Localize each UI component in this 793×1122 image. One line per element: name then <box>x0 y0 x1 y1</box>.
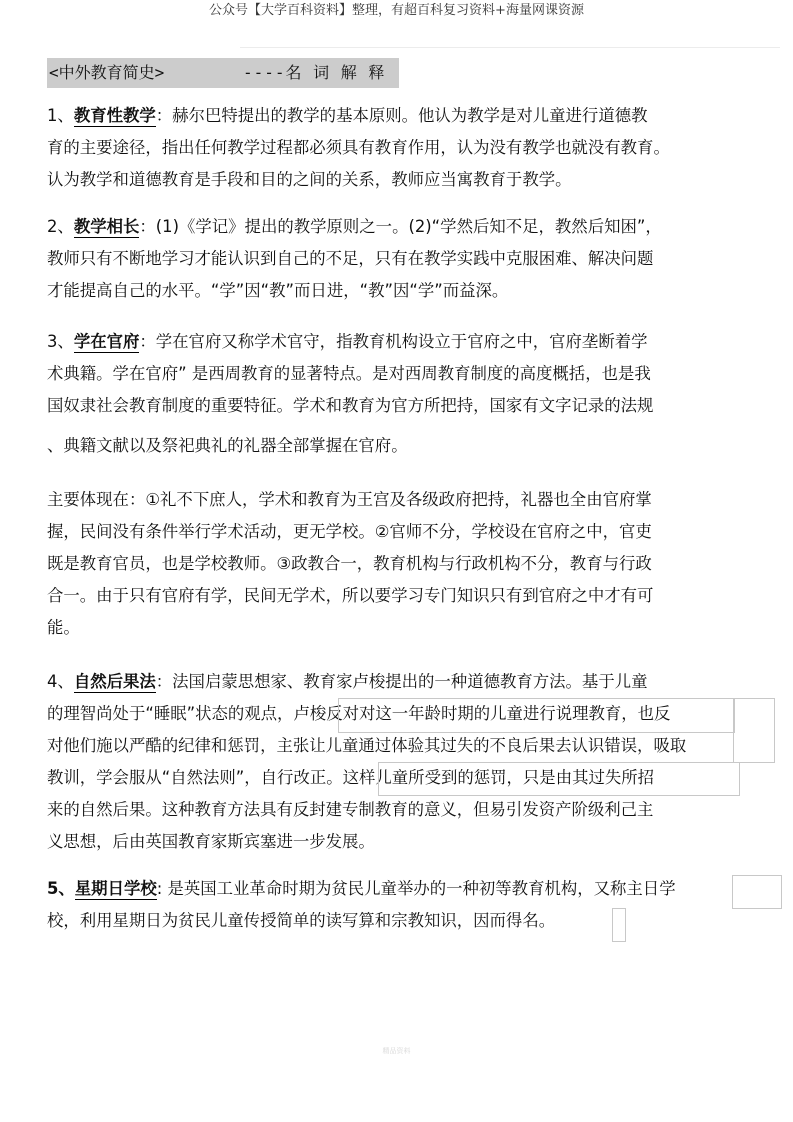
entry-4-line-1 <box>47 666 787 698</box>
entry-4-line-5: 来的自然后果。这种教育方法具有反封建专制教育的意义，但易引发资产阶级利己主 <box>47 800 654 819</box>
entry-3-line-2: 术典籍。学在官府” 是西周教育的显著特点。是对西周教育制度的高度概括，也是我 <box>47 364 651 383</box>
entry-3-detail-line-3: 既是教育官员，也是学校教师。③政教合一，教育机构与行政机构不分，教育与行政 <box>47 554 652 573</box>
entry-2-term: 教学相长 <box>73 217 140 236</box>
page-footer: 精品资料 <box>382 1047 411 1055</box>
entry-3-text: ：学在官府又称学术官守，指教育机构设立于官府之中，官府垄断着学 <box>139 332 648 351</box>
entry-3-number: 3、 <box>47 332 74 351</box>
entry-1 <box>47 100 787 196</box>
entry-5 <box>47 873 787 937</box>
entry-5-line-2: 校，利用星期日为贫民儿童传授简单的读写算和宗教知识，因而得名。 <box>47 911 556 930</box>
entry-4-line-3: 对他们施以严酷的纪律和惩罚，主张让儿童通过体验其过失的不良后果去认识错误，吸取 <box>47 736 687 755</box>
entry-2-line-1 <box>47 211 787 243</box>
entry-5-text: : 是英国工业革命时期为贫民儿童举办的一种初等教育机构，又称主日学 <box>156 879 676 898</box>
entry-4-term: 自然后果法 <box>73 672 156 691</box>
entry-3-detail-line-5: 能。 <box>47 618 80 637</box>
entry-3-detail-line-4: 合一。由于只有官府有学，民间无学术，所以要学习专门知识只有到官府之中才有可 <box>47 586 654 605</box>
entry-2-line-3: 才能提高自己的水平。“学”因“教”而日进，“教”因“学”而益深。 <box>47 281 509 300</box>
entry-1-number: 1、 <box>47 106 74 125</box>
entry-3-line-3: 国奴隶社会教育制度的重要特征。学术和教育为官方所把持，国家有文字记录的法规 <box>47 396 654 415</box>
entry-4-line-2: 的理智尚处于“睡眠”状态的观点，卢梭反对对这一年龄时期的儿童进行说理教育，也反 <box>47 704 671 723</box>
entry-3-details <box>47 484 787 644</box>
entry-5-number: 5、 <box>47 879 75 898</box>
entry-3-detail-line-1: 主要体现在：①礼不下庶人，学术和教育为王宫及各级政府把持，礼器也全由官府掌 <box>47 490 652 509</box>
entry-1-term: 教育性教学 <box>73 106 156 125</box>
page-header: 公众号【大学百科资料】整理，有超百科复习资料+海量网课资源 <box>209 3 584 18</box>
entry-1-text: ：赫尔巴特提出的教学的基本原则。他认为教学是对儿童进行道德教 <box>155 106 648 125</box>
entry-5-line-1 <box>47 873 787 905</box>
entry-2-number: 2、 <box>47 217 74 236</box>
entry-5-term: 星期日学校 <box>74 879 157 898</box>
entry-3 <box>47 326 787 462</box>
entry-1-line-2: 育的主要途径，指出任何教学过程都必须具有教育作用，认为没有教学也就没有教育。 <box>47 138 670 157</box>
entry-4-line-4: 教训，学会服从“自然法则”，自行改正。这样儿童所受到的惩罚，只是由其过失所招 <box>47 768 655 787</box>
entry-2 <box>47 211 787 307</box>
entry-2-line-2: 教师只有不断地学习才能认识到自己的不足，只有在教学实践中克服困难、解决问题 <box>47 249 654 268</box>
entry-1-line-3: 认为教学和道德教育是手段和目的之间的关系，教师应当寓教育于教学。 <box>47 170 572 189</box>
entry-4-number: 4、 <box>47 672 74 691</box>
entry-3-line-1 <box>47 326 787 358</box>
entry-3-term: 学在官府 <box>73 332 140 351</box>
entry-4-text: ：法国启蒙思想家、教育家卢梭提出的一种道德教育方法。基于儿童 <box>155 672 648 691</box>
header-divider <box>240 47 780 48</box>
entry-3-line-4: 、典籍文献以及祭祀典礼的礼器全部掌握在官府。 <box>47 436 408 455</box>
document-subtitle: ----名 词 解 释 <box>243 63 386 82</box>
document-title-bar <box>47 58 399 88</box>
document-title: <中外教育简史> <box>49 63 165 82</box>
entry-4 <box>47 666 787 858</box>
entry-2-text: ：(1)《学记》提出的教学原则之一。(2)“学然后知不足，教然后知困”， <box>139 217 662 236</box>
entry-4-line-6: 义思想，后由英国教育家斯宾塞进一步发展。 <box>47 832 375 851</box>
entry-3-detail-line-2: 握，民间没有条件举行学术活动，更无学校。②官师不分，学校设在官府之中，官吏 <box>47 522 652 541</box>
entry-1-line-1 <box>47 100 787 132</box>
